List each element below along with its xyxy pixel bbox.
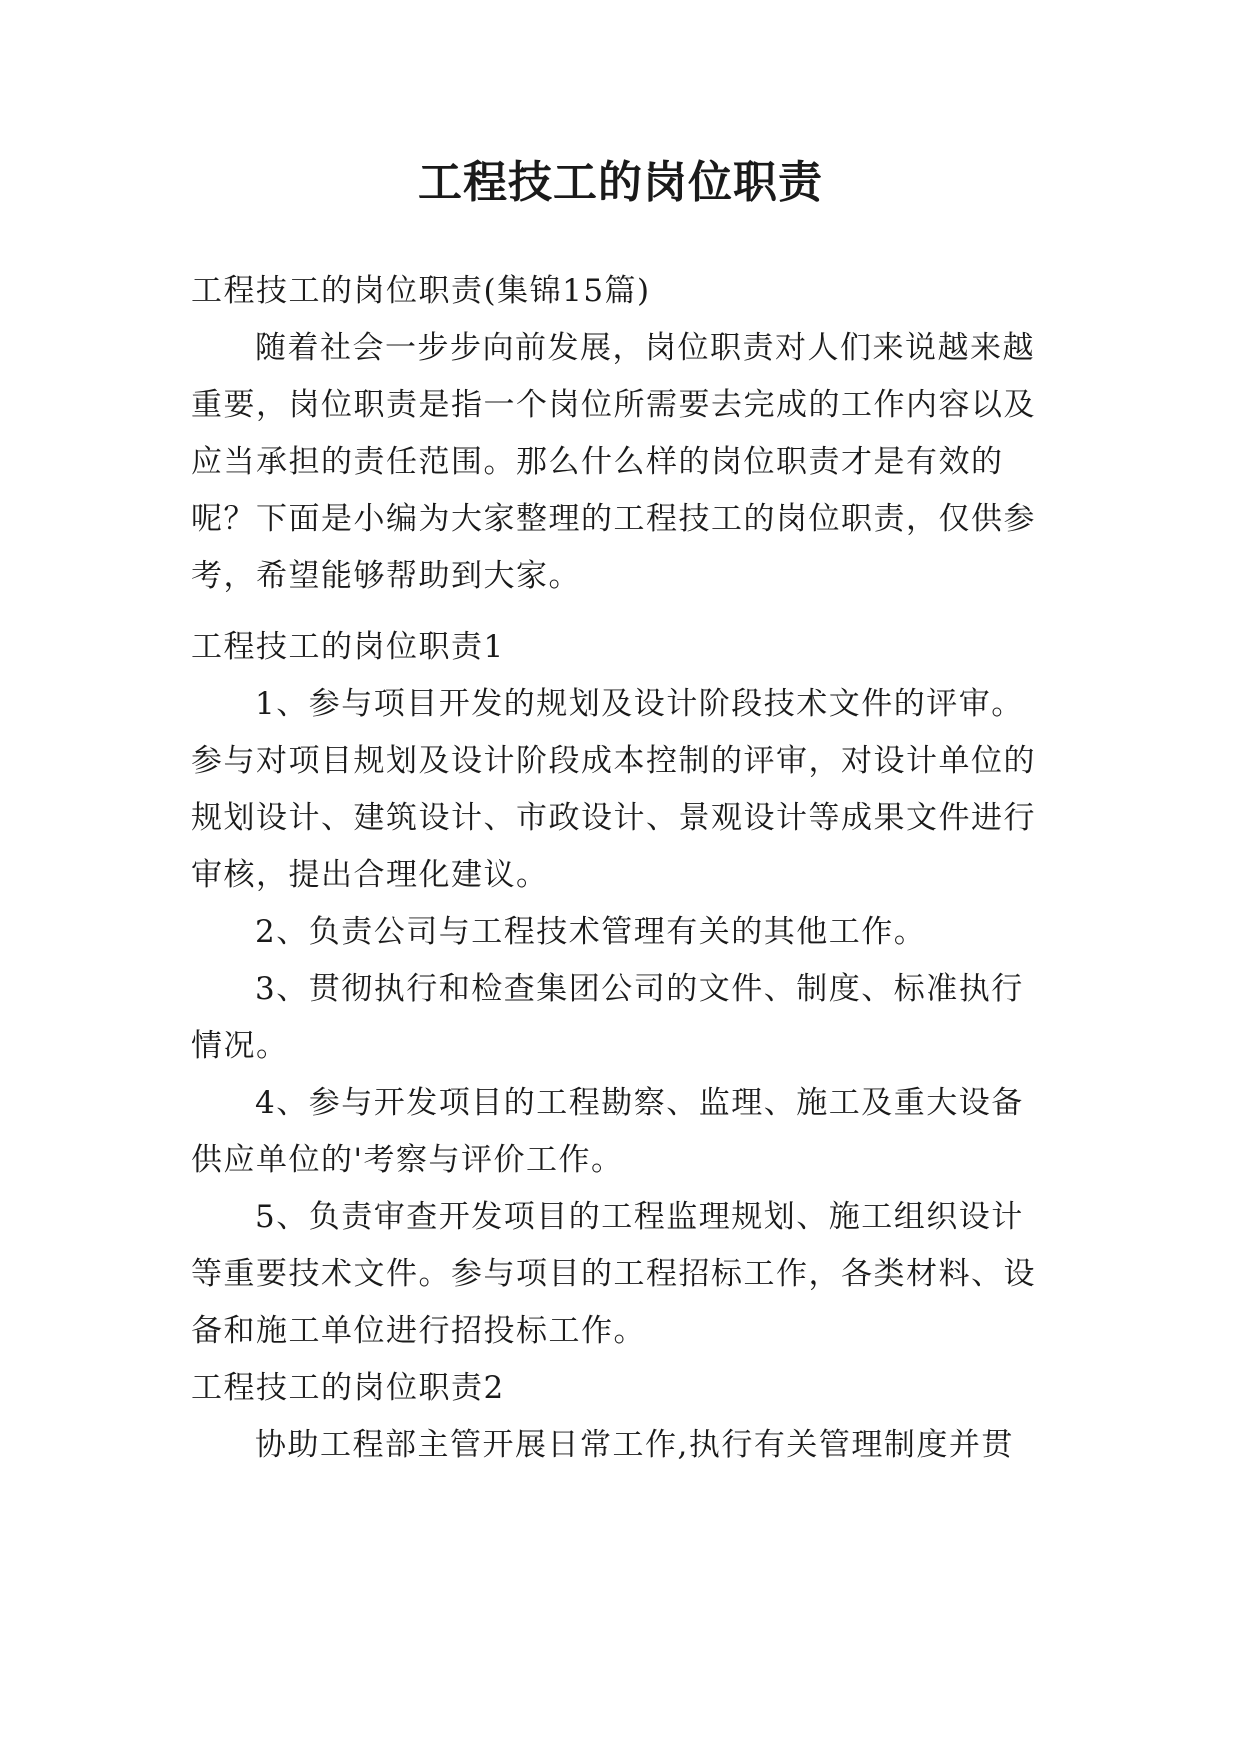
- list-item: 3、贯彻执行和检查集团公司的文件、制度、标准执行情况。: [191, 971, 1024, 1064]
- section-2-heading: 工程技工的岗位职责2: [191, 1370, 505, 1406]
- list-item: 1、参与项目开发的规划及设计阶段技术文件的评审。参与对项目规划及设计阶段成本控制的评审，对设计单位的规划设计、建筑设计、市政设计、景观设计等成果文件进行审核，提出合理化建议。: [191, 686, 1036, 893]
- document-body: [191, 263, 1051, 605]
- subtitle: 工程技工的岗位职责(集锦15篇): [191, 273, 651, 309]
- section-1-heading: 工程技工的岗位职责1: [191, 629, 505, 665]
- list-item: 4、参与开发项目的工程勘察、监理、施工及重大设备供应单位的'考察与评价工作。: [191, 1085, 1024, 1178]
- list-item: 5、负责审查开发项目的工程监理规划、施工组织设计等重要技术文件。参与项目的工程招标工作，各类材料、设备和施工单位进行招投标工作。: [191, 1199, 1036, 1349]
- page-title: 工程技工的岗位职责: [418, 157, 823, 208]
- intro-paragraph: 随着社会一步步向前发展，岗位职责对人们来说越来越重要，岗位职责是指一个岗位所需要去完成的工作内容以及应当承担的责任范围。那么什么样的岗位职责才是有效的呢？下面是小编为大家整理的工程技工的岗位职责，仅供参考，希望能够帮助到大家。: [191, 330, 1036, 594]
- section-1: [191, 619, 1051, 1474]
- section-2-paragraph: 协助工程部主管开展日常工作,执行有关管理制度并贯: [255, 1427, 1014, 1463]
- list-item: 2、负责公司与工程技术管理有关的其他工作。: [255, 914, 927, 950]
